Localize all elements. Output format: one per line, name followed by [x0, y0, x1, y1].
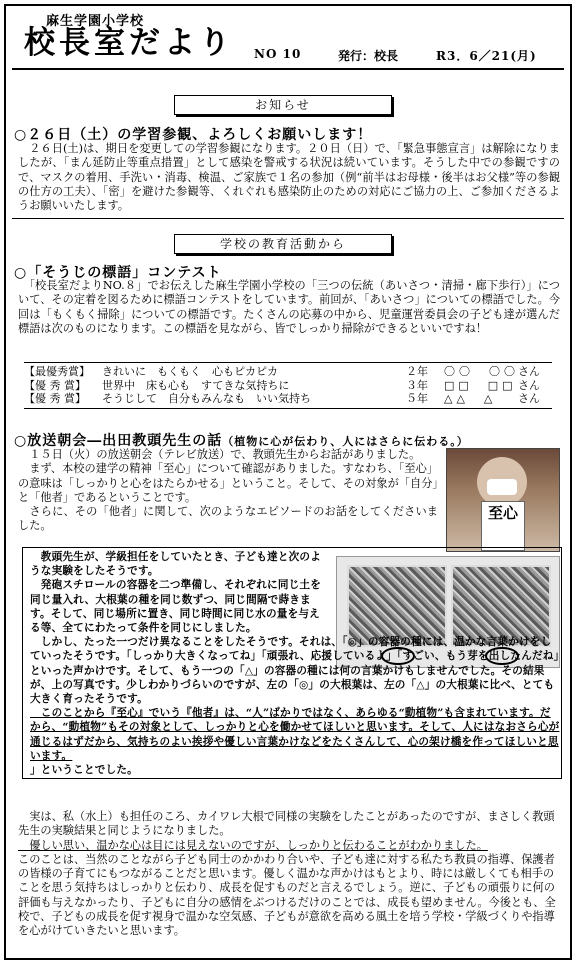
award-name: 〇〇 〇〇: [444, 365, 519, 378]
broadcast-heading: [14, 430, 469, 450]
notice-body: [18, 142, 560, 213]
section-divider: [12, 218, 564, 219]
contest-body: [18, 279, 560, 336]
section-label-notice: お知らせ: [174, 95, 392, 115]
award-slogan: きれいに もくもく 心もピカピカ: [102, 365, 278, 378]
broadcast-subtitle: （植物に心が伝わり、人にはさらに伝わる。）: [222, 435, 469, 448]
photo-board-text: 至心: [481, 501, 525, 551]
award-prize: 【優 秀 賞】: [24, 378, 86, 392]
award-suffix: さん: [518, 365, 540, 378]
awards-table: [24, 362, 552, 409]
broadcast-title: ○放送朝会―出田教頭先生の話: [14, 433, 223, 449]
newsletter-title: 校長室だより: [24, 25, 234, 61]
award-row: [24, 365, 552, 379]
award-row: [24, 392, 552, 406]
episode-quote: このことから『至心』でいう『他者』は、“人”ばかりではなく、あらゆる“動植物”も含まれています。だから、“動植物”もその対象として、しっかりと心を働かせてほしいと思います。そして、人にはなおさら心が通じるはずだから、気持ちのよい挨拶や優しい言葉かけなどをたくさんして、心の架け橋を作ってほしいと思います。: [30, 707, 560, 762]
intro-paragraph: １５日（火）の放送朝会（テレビ放送）で、教頭先生からお話がありました。: [18, 448, 421, 461]
closing-paragraph: 優しい思い、温かな心は目には見えないのですが、しっかりと伝わることがわかりました。: [18, 838, 488, 852]
closing-paragraph: このことは、当然のことながら子ども同士のかかわり合いや、子ども達に対する私たち教員の指導、保護者の皆様の子育てにもつながることだと思います。優しく温かな声かけはもとより、時には厳しくても相手のことを思う気持ちはしっかりと伝わり、成長を促すものだと言えるでしょう。逆に、子どもの頑張りに何の評価も与えなかったり、子どもに自分の感情をぶつけるだけのことでは、成長も望めません。今後とも、全校で、子どもの成長を促す視身で温かな空気感、子どもが意欲を高める風土を培う学校・学級づくりや指導を心がけていきたいと思います。: [18, 852, 556, 938]
award-name: △△ △: [444, 392, 497, 405]
award-name: □□ □□: [444, 378, 517, 392]
award-grade: ２年: [406, 365, 428, 378]
issue-date: R3．6／21(月): [436, 49, 537, 63]
award-grade: ３年: [406, 378, 428, 392]
notice-heading: ○２６日（土）の学習参観、よろしくお願いします！: [14, 127, 373, 143]
notice-paragraph: ２６日(土)は、期日を変更しての学習参観になります。２０日（日）で、「緊急事態宣言」は解除になりましたが、「まん延防止等重点措置」として感染を警戒する状況は続いています。そうした中での参観ですので、マスクの着用、手洗い・消毒、検温、ご家族で１名の参加（例“前半はお母様・後半はお父様”等の参観の仕方の工夫）、「密」を避けた参観等、くれぐれも感染防止のための対応にご協力の上、ご参加くださるようお願いいたします。: [18, 142, 560, 213]
contest-heading: ○「そうじの標語」コンテスト: [14, 265, 222, 281]
contest-paragraph: 「校長室だよりNO.８」でお伝えした麻生学園小学校の「三つの伝統（あいさつ・清掃・廊下歩行）」について、その定着を図るために標語コンテストをしています。前回が、「あいさつ」についての標語でした。今回は「もくもく掃除」についての標語です。たくさんの応募の中から、児童運営委員会の子ども達が選んだ標語は次のものになります。この標語を見ながら、皆でしっかり掃除ができるといいですね！: [18, 279, 560, 335]
issue-number: NO 10: [254, 47, 302, 61]
award-suffix: さん: [518, 392, 540, 405]
award-slogan: そうじして 自分もみんなも いい気持ち: [102, 392, 311, 405]
broadcast-intro: [18, 448, 438, 534]
award-row: [24, 379, 552, 393]
award-prize: 【優 秀 賞】: [24, 392, 86, 405]
face-mask: [487, 479, 517, 495]
episode-paragraph: しかし、たった一つだけ異なることをしたそうです。それは、「◎」の容器の種には、温かな言葉かけをしていったそうです。「しっかり大きくなってね」「頑張れ、応援しているよ」「すごい、もう芽を出したんだね」といった声かけです。そして、もう一つの「△」の容器の種には何の言葉かけもしませんでした。その結果が、上の写真です。少しわかりづらいのですが、左の「◎」の大根葉は、左の「△」の大根葉に比べ、とても大きく育ったそうです。: [30, 636, 560, 706]
intro-paragraph: さらに、その「他者」に関して、次のようなエピソードのお話をしてくださいました。: [18, 505, 438, 533]
episode-paragraph: 発砲スチロールの容器を二つ準備し、それぞれに同じ土を同じ量入れ、大根葉の種を同じ数ずつ、同じ間隔で蒔きます。そして、同じ場所に置き、同じ時間に同じ水の量を与える等、全てにわたって条件を同じにしました。: [30, 579, 322, 635]
section-label-activities: 学校の教育活動から: [174, 234, 392, 254]
award-prize: 【最優秀賞】: [24, 365, 90, 378]
award-grade: ５年: [406, 392, 428, 405]
vice-principal-photo: [446, 448, 560, 552]
episode-paragraph: 教頭先生が、学級担任をしていたとき、子ども達と次のような実験をしたそうです。: [30, 551, 322, 578]
school-name: 麻生学園小学校: [46, 14, 145, 29]
episode-text: [30, 550, 560, 777]
header-rule: [12, 68, 564, 70]
closing-paragraph: 実は、私（水上）も担任のころ、カイワレ大根で同様の実験をしたことがあったのですが、まさしく教頭先生の実験結果と同じようになりました。: [18, 810, 555, 838]
award-suffix: さん: [518, 378, 540, 392]
intro-paragraph: まず、本校の建学の精神「至心」について確認がありました。すなわち、「至心」の意味は「しっかりと心をはたらかせる」ということ。そして、その対象が「自分」と「他者」であるということです。: [18, 462, 438, 504]
closing-text: [18, 810, 560, 939]
episode-ending: 」ということでした。: [30, 764, 138, 777]
award-slogan: 世界中 床も心も すてきな気持ちに: [102, 378, 290, 392]
publisher: 発行：校長: [338, 49, 399, 63]
